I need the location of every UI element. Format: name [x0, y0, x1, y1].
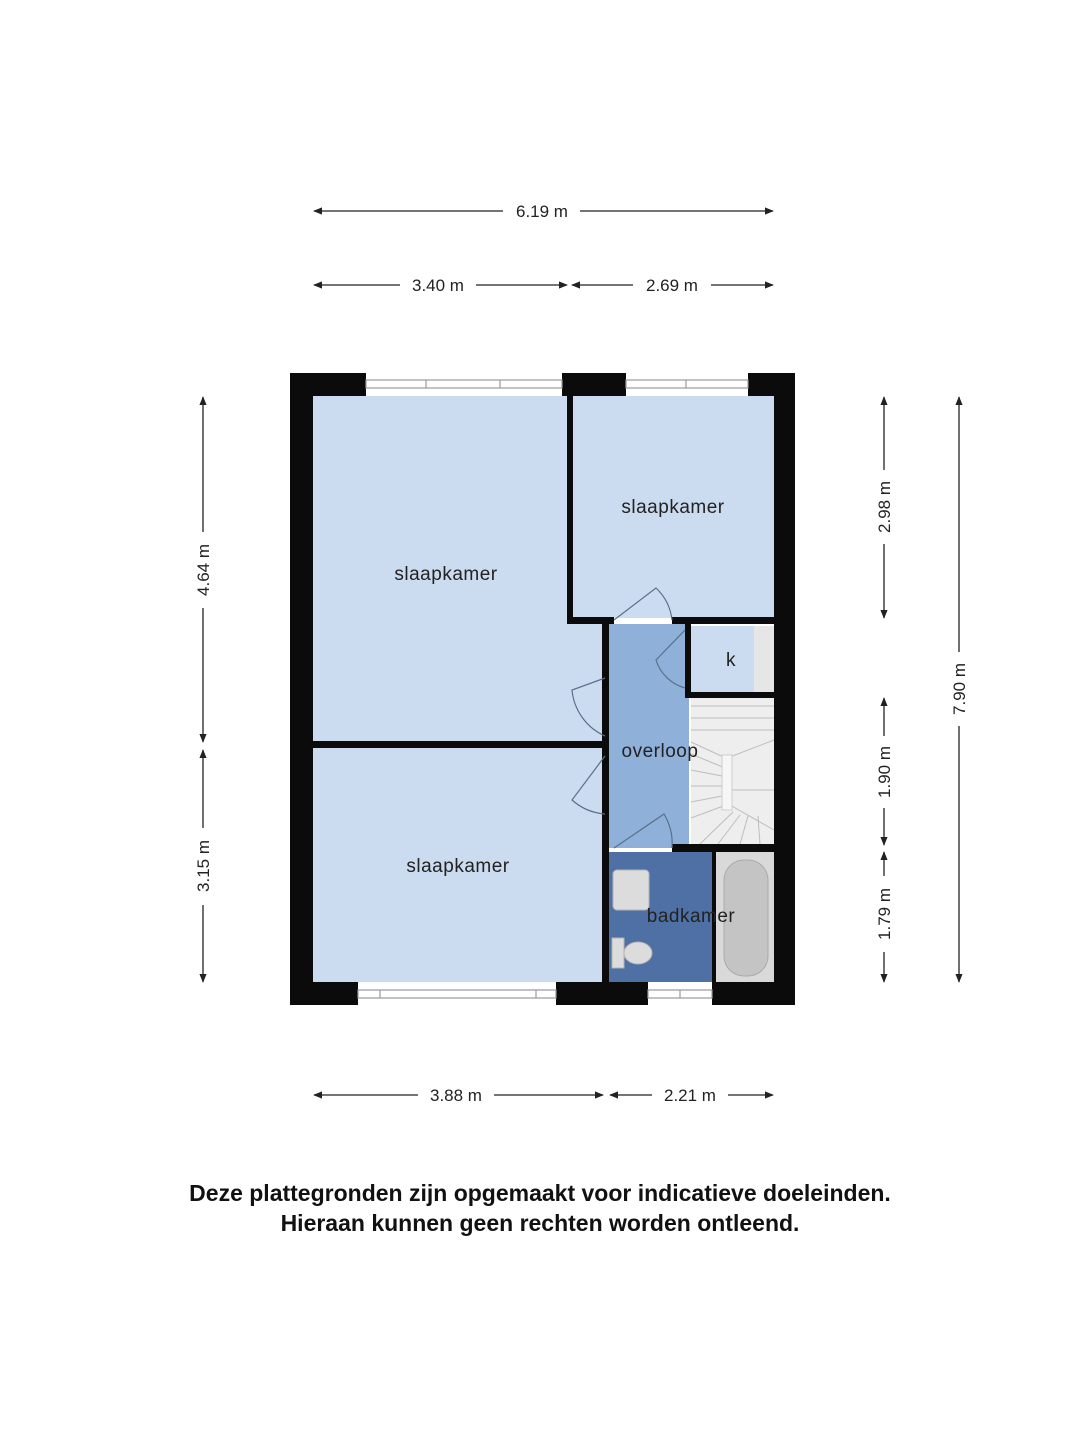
dim-left-lower: 3.15 m [194, 840, 213, 892]
window-top-right [626, 380, 748, 388]
room-label-bedroom-main: slaapkamer [394, 564, 498, 585]
dim-right-total: 7.90 m [950, 663, 969, 715]
closet-shelf [754, 626, 774, 692]
dim-bottom-right: 2.21 m [664, 1086, 716, 1105]
room-label-landing: overloop [621, 741, 699, 762]
disclaimer-line-2: Hieraan kunnen geen rechten worden ontleend. [280, 1210, 800, 1236]
dim-right-middle: 1.90 m [875, 746, 894, 798]
dim-top-right: 2.69 m [646, 276, 698, 295]
toilet-tank-icon [612, 938, 624, 968]
room-label-bathroom: badkamer [646, 906, 736, 927]
disclaimer [0, 1178, 1080, 1238]
room-label-bedroom-lower: slaapkamer [406, 856, 510, 877]
room-label-closet: k [726, 650, 736, 671]
dim-left-upper: 4.64 m [194, 544, 213, 596]
room-floors [313, 396, 774, 982]
sink-icon [613, 870, 649, 910]
toilet-bowl-icon [624, 942, 652, 964]
landing-floor [609, 624, 689, 848]
dim-top-left: 3.40 m [412, 276, 464, 295]
window-bottom-left [358, 990, 556, 998]
disclaimer-line-1: Deze plattegronden zijn opgemaakt voor indicatieve doeleinden. [189, 1180, 891, 1206]
dim-right-lower: 1.79 m [875, 888, 894, 940]
room-label-bedroom-small: slaapkamer [621, 497, 725, 518]
dim-bottom-left: 3.88 m [430, 1086, 482, 1105]
window-top-left [366, 380, 562, 388]
dim-right-upper: 2.98 m [875, 481, 894, 533]
dim-top-total: 6.19 m [516, 202, 568, 221]
